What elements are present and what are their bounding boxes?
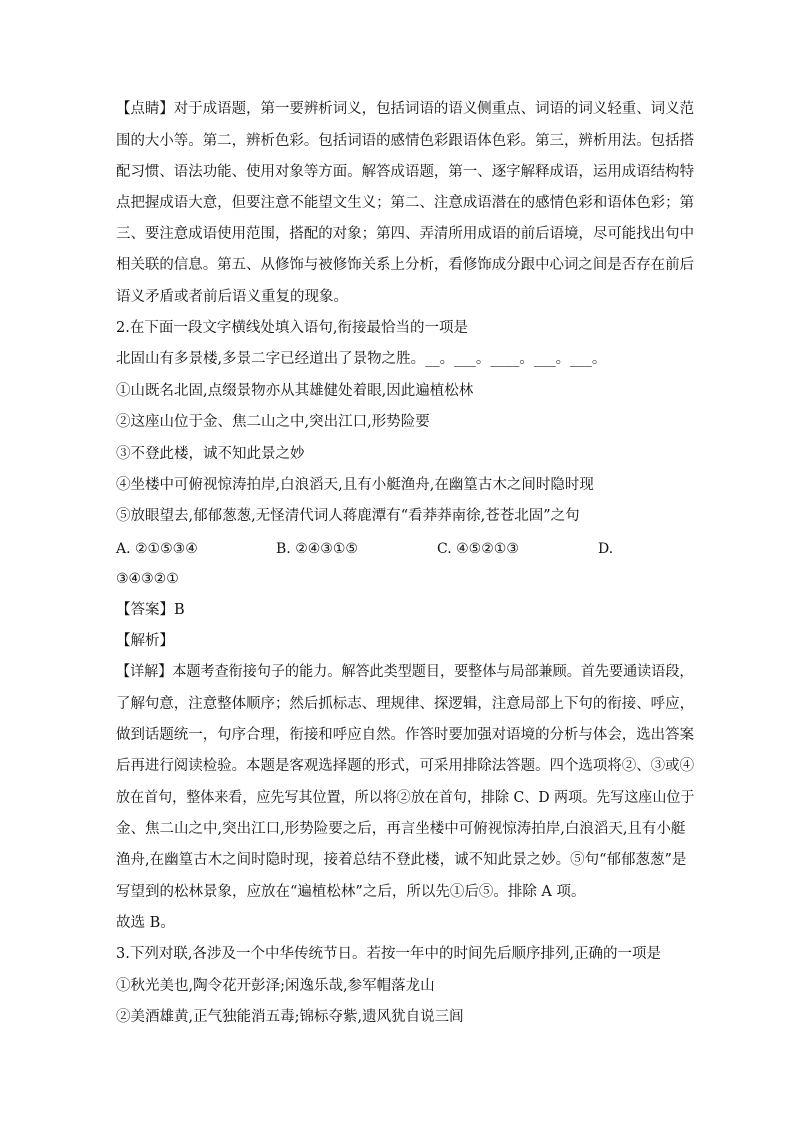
text-line: 相关联的信息。第五、从修饰与被修饰关系上分析，看修饰成分跟中心词之间是否存在前后 [116,257,695,273]
option-c: C. ④⑤②①③ [437,541,519,557]
text-line: 渔舟,在幽篁古木之间时隐时现，接着总结不登此楼，诚不知此景之妙。⑤句“郁郁葱葱”是 [116,852,687,868]
sentence-3: ③不登此楼，诚不知此景之妙 [116,446,305,462]
sentence-4: ④坐楼中可俯视惊涛拍岸,白浪滔天,且有小艇渔舟,在幽篁古木之间时隐时现 [116,477,594,493]
text-line: 金、焦二山之中,突出江口,形势险要之后，再言坐楼中可俯视惊涛拍岸,白浪滔天,且有小艇 [116,821,686,837]
option-b: B. ②④③①⑤ [276,541,358,557]
text-line: 写望到的松林景象，应放在“遍植松林”之后，所以先①后⑤。排除 A 项。 [116,884,586,900]
text-line: 【详解】本题考查衔接句子的能力。解答此类型题目，要整体与局部兼顾。首先要通读语段， [116,664,694,680]
question-2-stem: 2.在下面一段文字横线处填入语句,衔接最恰当的一项是 [116,320,468,336]
text-line: 【点睛】对于成语题，第一要辨析词义，包括词语的语义侧重点、词语的词义轻重、词义范 [116,101,695,117]
text-line: 做到话题统一，句序合理，衔接和呼应自然。作答时要加强对语境的分析与体会，选出答案 [116,727,695,743]
option-a: A. ②①⑤③④ [116,541,198,557]
option-d: D. [598,541,614,557]
text-line: 点把握成语大意，但要注意不能望文生义；第二、注意成语潜在的感情色彩和语体色彩；第 [116,195,695,211]
text-line: 放在首句，整体来看，应先写其位置，所以将②放在首句，排除 C、D 两项。先写这座山位于 [116,790,695,806]
couplet-1: ①秋光美也,陶令花开彭泽;闲逸乐哉,参军帽落龙山 [116,978,435,994]
text-line: 后再进行阅读检验。本题是客观选择题的形式，可采用排除法答题。四个选项将②、③或④ [116,758,695,774]
sentence-5: ⑤放眼望去,郁郁葱葱,无怪清代词人蒋鹿潭有“看莽莽南徐,苍苍北固”之句 [116,508,580,524]
analysis-heading: 【解析】 [116,633,174,649]
question-3-stem: 3.下列对联,各涉及一个中华传统节日。若按一年中的时间先后顺序排列,正确的一项是 [116,946,662,962]
question-2-passage: 北固山有多景楼,多景二字已经道出了景物之胜。__。___。____。___。___。 [116,351,607,367]
answer: 【答案】B [116,602,185,618]
text-line: 语义矛盾或者前后语义重复的现象。 [116,289,348,305]
text-line: 三、要注意成语使用范围，搭配的对象；第四、弄清所用成语的前后语境，尽可能找出句中 [116,226,695,242]
couplet-2: ②美酒雄黄,正气独能消五毒;锦标夺紫,遗风犹自说三闾 [116,1009,464,1025]
text-line: 围的大小等。第二，辨析色彩。包括词语的感情色彩跟语体色彩。第三，辨析用法。包括搭 [116,133,695,149]
text-line: 配习惯、语法功能、使用对象等方面。解答成语题，第一、逐字解释成语，运用成语结构特 [116,164,695,180]
text-line: 故选 B。 [116,915,175,931]
sentence-2: ②这座山位于金、焦二山之中,突出江口,形势险要 [116,414,430,430]
sentence-1: ①山既名北固,点缀景物亦从其雄健处着眼,因此遍植松林 [116,383,474,399]
option-d-continued: ③④③②① [116,571,179,587]
text-line: 了解句意，注意整体顺序；然后抓标志、理规律、探逻辑，注意局部上下句的衔接、呼应， [116,696,695,712]
